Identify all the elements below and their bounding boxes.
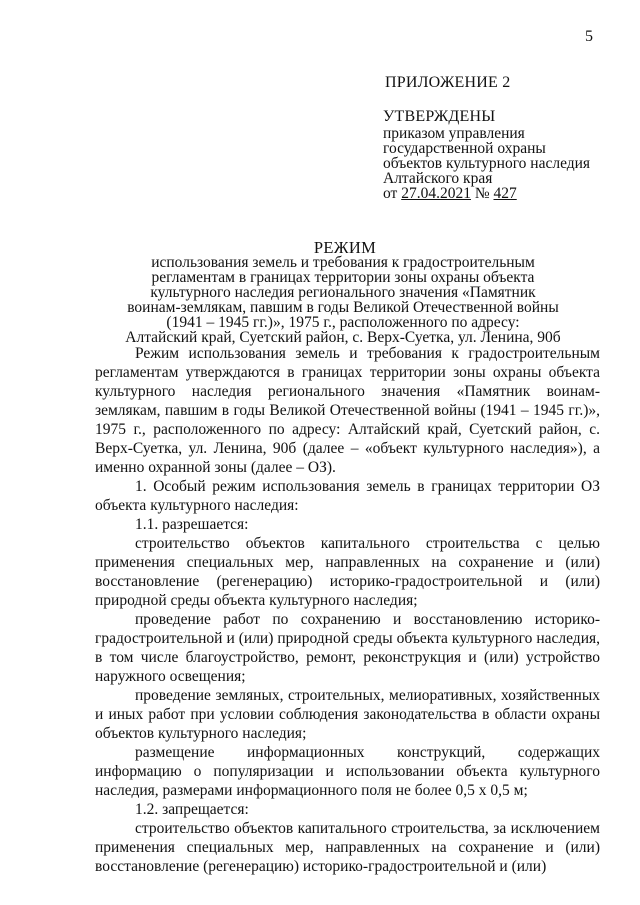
document-title: РЕЖИМ	[313, 238, 377, 257]
approval-date-line	[383, 186, 590, 201]
appendix-heading: ПРИЛОЖЕНИЕ 2	[385, 74, 511, 91]
subtitle-line: воинам-землякам, павшим в годы Великой Отечественной войны	[127, 299, 559, 316]
intro-paragraph: Режим использования земель и требования к градостроительным регламентам утверждаются в границах территории зоны охраны объекта культурного наследия регионального значения «Памятник воинам-землякам, павшим в годы Великой Отечественной войны (1941 – 1945 гг.)», 1975 г., расположенного по адресу: Алтайский край, Суетский район, с. Верх-Суетка, ул. Ленина, 90б (далее – «объект культурного наследия»), а именно охранной зоны (далее – ОЗ).	[95, 345, 600, 476]
list-item: строительство объектов капитального строительства с целью применения специальных мер, направленных на сохранение и (или) восстановление (регенерацию) историко-градостроительной и (или) природной среды объекта культурного наследия;	[95, 535, 600, 609]
approval-line: приказом управления	[383, 125, 525, 142]
list-item: проведение работ по сохранению и восстановлению историко-градостроительной и (или) природной среды объекта культурного наследия, в том числе благоустройство, ремонт, реконструкция и (или) устройство наружного освещения;	[95, 611, 600, 685]
subtitle-line: культурного наследия регионального значения «Памятник	[150, 284, 536, 301]
document-subtitle	[93, 255, 593, 345]
subtitle-line: (1941 – 1945 гг.)», 1975 г., расположенного по адресу:	[166, 314, 520, 331]
approval-block	[383, 109, 590, 201]
document-body	[95, 344, 600, 876]
list-item: строительство объектов капитального строительства, за исключением применения специальных мер, направленных на сохранение и (или) восстановление (регенерацию) историко-градостроительной и (или)	[95, 820, 600, 875]
approval-title: УТВЕРЖДЕНЫ	[383, 108, 496, 125]
number-prefix: №	[470, 185, 494, 202]
subtitle-line: Алтайский край, Суетский район, с. Верх-Суетка, ул. Ленина, 90б	[125, 329, 561, 346]
order-number: 427	[493, 185, 517, 202]
section-heading: 1. Особый режим использования земель в границах территории ОЗ объекта культурного наследия:	[95, 478, 600, 514]
approval-line: Алтайского края	[383, 170, 493, 187]
order-date: 27.04.2021	[401, 185, 471, 202]
subsection-heading: 1.1. разрешается:	[135, 516, 249, 533]
approval-line: государственной охраны	[383, 140, 546, 157]
subtitle-line: использования земель и требования к градостроительным	[151, 254, 535, 271]
subsection-heading: 1.2. запрещается:	[135, 801, 249, 818]
list-item: размещение информационных конструкций, содержащих информацию о популяризации и использовании объекта культурного наследия, размерами информационного поля не более 0,5 х 0,5 м;	[95, 744, 600, 799]
subtitle-line: регламентам в границах территории зоны охраны объекта	[151, 269, 535, 286]
date-prefix: от	[383, 185, 402, 202]
page-number: 5	[585, 28, 593, 45]
approval-line: объектов культурного наследия	[383, 155, 591, 172]
list-item: проведение земляных, строительных, мелиоративных, хозяйственных и иных работ при условии соблюдения законодательства в области охраны объектов культурного наследия;	[95, 687, 600, 742]
